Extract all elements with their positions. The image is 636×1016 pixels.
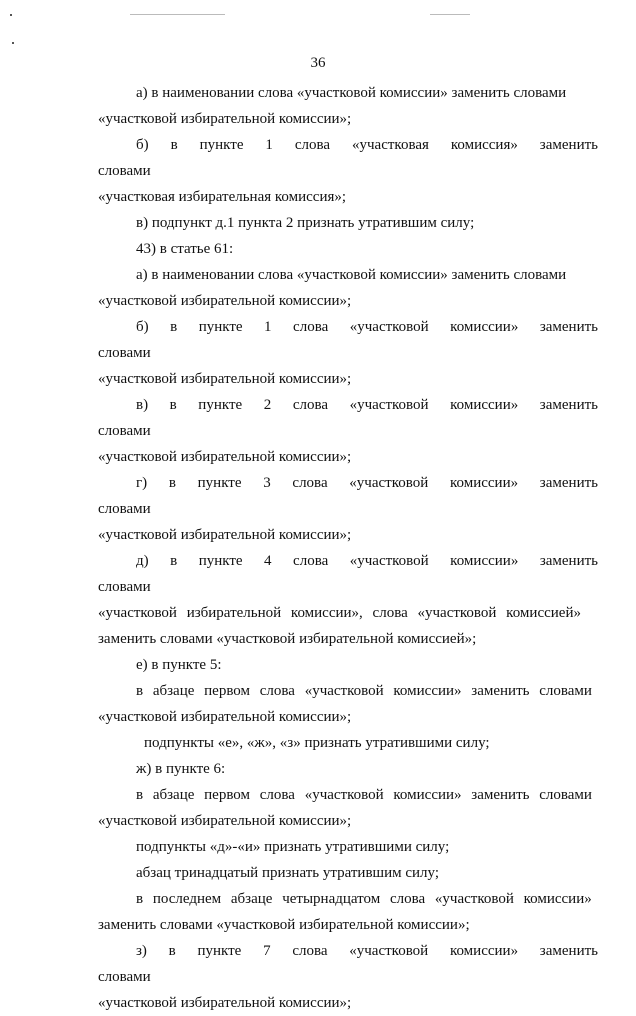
- paragraph-line: з) в пункте 7 слова «участковой комиссии» заменить словами: [98, 943, 598, 985]
- paragraph-line: в) в пункте 2 слова «участковой комиссии» заменить словами: [98, 397, 598, 439]
- paragraph: [98, 834, 598, 860]
- paragraph-line: «участковой избирательной комиссии»;: [98, 371, 352, 387]
- paragraph: [98, 886, 598, 938]
- paragraph: [98, 262, 598, 314]
- paragraph-line: «участковой избирательной комиссии»;: [98, 293, 352, 309]
- paragraph-line: б) в пункте 1 слова «участковой комиссии» заменить словами: [98, 319, 598, 361]
- paragraph: [98, 678, 598, 730]
- paragraph: [98, 470, 598, 548]
- paragraph-line: «участковой избирательной комиссии»;: [98, 995, 352, 1011]
- paragraph-line: ж) в пункте 6:: [136, 761, 226, 777]
- paragraph-line: заменить словами «участковой избирательной комиссии»;: [98, 917, 470, 933]
- paragraph-line: в абзаце первом слова «участковой комиссии» заменить словами: [136, 683, 592, 699]
- paragraph-line: 43) в статье 61:: [136, 241, 234, 257]
- paragraph: [98, 80, 598, 132]
- paragraph: [98, 730, 598, 756]
- paragraph-line: в последнем абзаце четырнадцатом слова «участковой комиссии»: [136, 891, 592, 907]
- paragraph-line: «участковой избирательной комиссии»;: [98, 813, 352, 829]
- paragraph: [98, 548, 598, 652]
- paragraph-line: «участковой избирательной комиссии»;: [98, 111, 352, 127]
- paragraph-line: «участковой избирательной комиссии»;: [98, 449, 352, 465]
- document-body: [98, 80, 598, 1016]
- scan-artifact-line: [130, 14, 225, 15]
- page-number: 36: [310, 55, 326, 71]
- paragraph-line: г) в пункте 3 слова «участковой комиссии» заменить словами: [98, 475, 598, 517]
- paragraph: [98, 314, 598, 392]
- paragraph-line: а) в наименовании слова «участковой комиссии» заменить словами: [136, 267, 567, 283]
- scan-artifact-dot: [12, 42, 14, 44]
- paragraph-line: б) в пункте 1 слова «участковая комиссия» заменить словами: [98, 137, 598, 179]
- paragraph: [98, 210, 598, 236]
- paragraph: [98, 938, 598, 1016]
- paragraph: [98, 132, 598, 210]
- paragraph: [98, 652, 598, 678]
- paragraph-line: а) в наименовании слова «участковой комиссии» заменить словами: [136, 85, 567, 101]
- paragraph-line: «участковой избирательной комиссии»;: [98, 527, 352, 543]
- paragraph-line: абзац тринадцатый признать утратившим силу;: [136, 865, 439, 881]
- paragraph-line: подпункты «д»-«и» признать утратившими силу;: [136, 839, 450, 855]
- paragraph-line: «участковой избирательной комиссии»;: [98, 709, 352, 725]
- paragraph-line: «участковой избирательной комиссии», слова «участковой комиссией»: [98, 605, 581, 621]
- paragraph-line: в) подпункт д.1 пункта 2 признать утратившим силу;: [136, 215, 475, 231]
- paragraph-line: «участковая избирательная комиссия»;: [98, 189, 347, 205]
- paragraph-line: д) в пункте 4 слова «участковой комиссии» заменить словами: [98, 553, 598, 595]
- paragraph: [98, 756, 598, 782]
- scan-artifact-line: [430, 14, 470, 15]
- paragraph: [98, 392, 598, 470]
- paragraph: [98, 236, 598, 262]
- paragraph-line: в абзаце первом слова «участковой комиссии» заменить словами: [136, 787, 592, 803]
- paragraph: [98, 782, 598, 834]
- paragraph-line: подпункты «е», «ж», «з» признать утратившими силу;: [144, 735, 490, 751]
- paragraph: [98, 860, 598, 886]
- paragraph-line: заменить словами «участковой избирательной комиссией»;: [98, 631, 477, 647]
- paragraph-line: е) в пункте 5:: [136, 657, 222, 673]
- scan-artifact-dot: [10, 14, 12, 16]
